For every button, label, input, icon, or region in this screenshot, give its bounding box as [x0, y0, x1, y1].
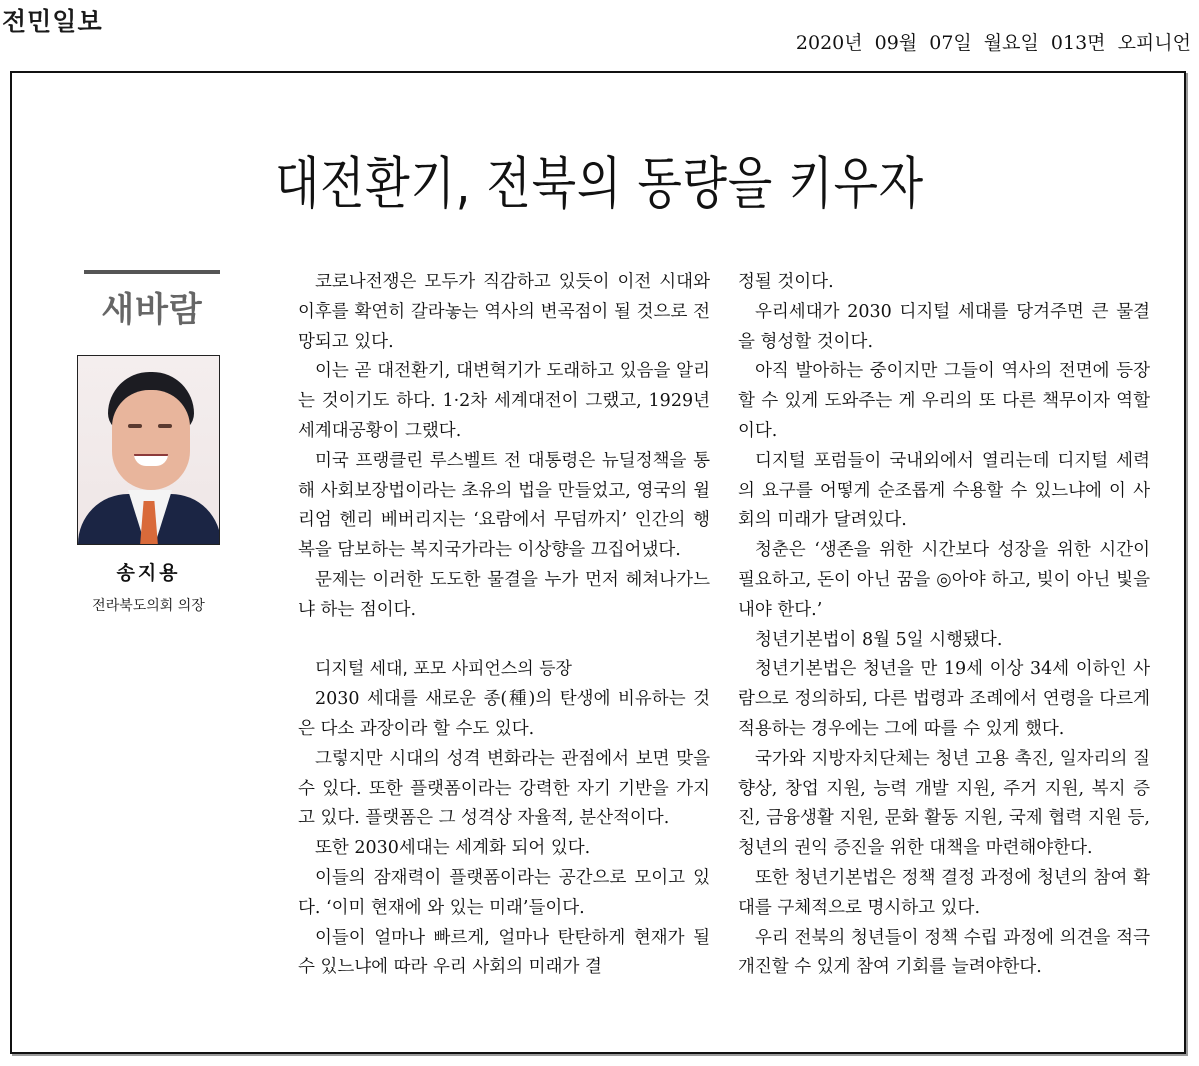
portrait-face [112, 390, 190, 490]
paragraph: 우리 전북의 청년들이 정책 수립 과정에 의견을 적극 개진할 수 있게 참여 기회를 늘려야한다. [738, 927, 1150, 978]
paragraph: 또한 청년기본법은 정책 결정 과정에 청년의 참여 확대를 구체적으로 명시하고 있다. [738, 867, 1150, 918]
paragraph-continuation: 정될 것이다. [738, 272, 834, 292]
paragraph: 그렇지만 시대의 성격 변화라는 관점에서 보면 맞을 수 있다. 또한 플랫폼이라는 강력한 자기 기반을 가지고 있다. 플랫폼은 그 성격상 자율적, 분산적이다. [298, 748, 710, 829]
paragraph: 청춘은 ‘생존을 위한 시간보다 성장을 위한 시간이 필요하고, 돈이 아닌 꿈을 ◎아야 하고, 빚이 아닌 빛을 내야 한다.’ [738, 540, 1150, 620]
publication-dateline: 2020년 09월 07일 월요일 013면 오피니언 [795, 32, 1191, 54]
column-label-divider [84, 270, 220, 274]
article-column-2 [738, 268, 1150, 983]
paragraph: 코로나전쟁은 모두가 직감하고 있듯이 이전 시대와 이후를 확연히 갈라놓는 역사의 변곡점이 될 것으로 전망되고 있다. [298, 272, 710, 352]
portrait-eye-left [128, 424, 142, 428]
paragraph: 문제는 이러한 도도한 물결을 누가 먼저 헤쳐나가느냐 하는 점이다. [298, 569, 710, 620]
paragraph: 이들이 얼마나 빠르게, 얼마나 탄탄하게 현재가 될 수 있느냐에 따라 우리 사회의 미래가 결 [298, 927, 710, 978]
paragraph: 국가와 지방자치단체는 청년 고용 촉진, 일자리의 질 향상, 창업 지원, 능력 개발 지원, 주거 지원, 복지 증진, 금융생활 지원, 문화 활동 지원, 국제 협력 지원 등, 청년의 권익 증진을 위한 대책을 마련해야한다. [738, 748, 1150, 859]
paragraph: 청년기본법은 청년을 만 19세 이상 34세 이하인 사람으로 정의하되, 다른 법령과 조례에서 연령을 다르게 적용하는 경우에는 그에 따를 수 있게 했다. [738, 659, 1150, 739]
paragraph: 아직 발아하는 중이지만 그들이 역사의 전면에 등장할 수 있게 도와주는 게 우리의 또 다른 책무이자 역할이다. [738, 361, 1150, 441]
paragraph: 이들의 잠재력이 플랫폼이라는 공간으로 모이고 있다. ‘이미 현재에 와 있는 미래’들이다. [298, 867, 710, 918]
paragraph: 이는 곧 대전환기, 대변혁기가 도래하고 있음을 알리는 것이기도 하다. 1·2차 세계대전이 그랬고, 1929년 세계대공황이 그랬다. [298, 361, 710, 441]
column-label: 새바람 [101, 290, 203, 330]
author-name: 송지용 [116, 562, 181, 584]
newspaper-masthead: 전민일보 [2, 7, 103, 36]
author-title: 전라북도의회 의장 [92, 598, 205, 614]
paragraph: 미국 프랭클린 루스벨트 전 대통령은 뉴딜정책을 통해 사회보장법이라는 초유의 법을 만들었고, 영국의 윌리엄 헨리 베버리지는 ‘요람에서 무덤까지’ 인간의 행복을 담보하는 복지국가라는 이상향을 끄집어냈다. [298, 450, 710, 561]
portrait-eye-right [158, 424, 172, 428]
article-headline: 대전환기, 전북의 동량을 키우자 [274, 152, 924, 217]
paragraph: 2030 세대를 새로운 종(種)의 탄생에 비유하는 것은 다소 과장이라 할 수도 있다. [298, 689, 710, 739]
paragraph: 청년기본법이 8월 5일 시행됐다. [755, 629, 1003, 650]
article-column-1 [298, 268, 710, 983]
paragraph: 디지털 포럼들이 국내외에서 열리는데 디지털 세력의 요구를 어떻게 순조롭게 수용할 수 있느냐에 이 사회의 미래가 달려있다. [738, 450, 1150, 531]
author-portrait-icon [77, 355, 220, 545]
paragraph: 또한 2030세대는 세계화 되어 있다. [315, 838, 591, 859]
paragraph: 우리세대가 2030 디지털 세대를 당겨주면 큰 물결을 형성할 것이다. [738, 301, 1150, 352]
article-subheading: 디지털 세대, 포모 사피언스의 등장 [315, 659, 572, 680]
